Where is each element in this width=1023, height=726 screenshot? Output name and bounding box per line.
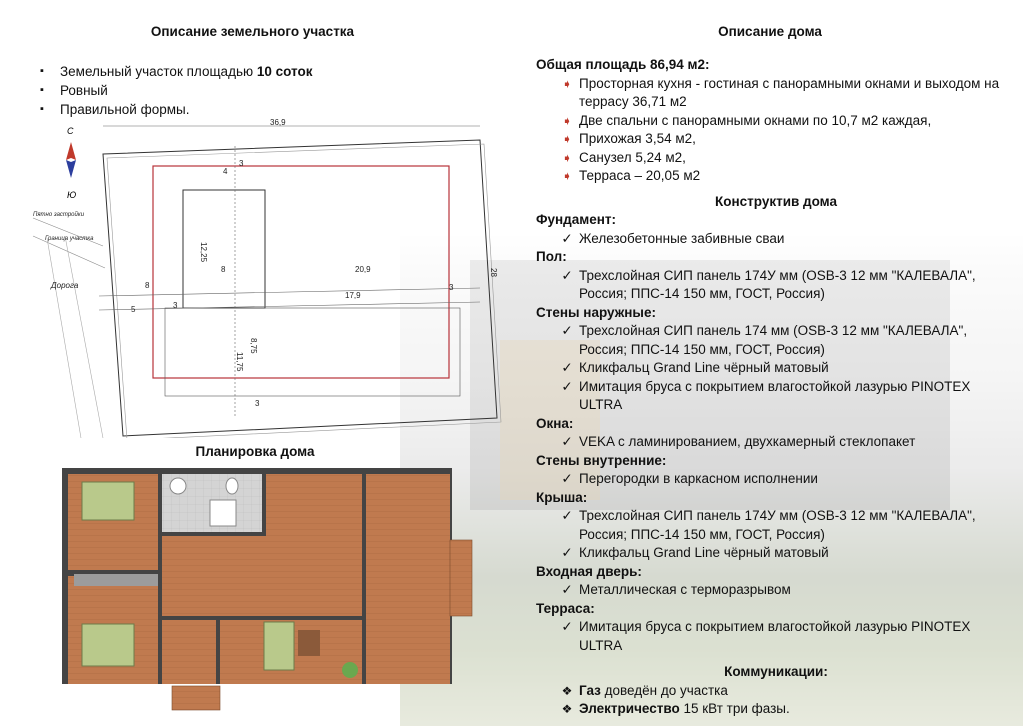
- dining-table: [298, 630, 320, 656]
- check-icon: ✓: [561, 360, 573, 375]
- house-description: [536, 56, 1016, 719]
- dim-3-top: 3: [239, 159, 244, 168]
- room-item: ➧ Прихожая 3,54 м2,: [536, 130, 1016, 149]
- room-item: ➧ Просторная кухня - гостиная с панорамными окнами и выходом на террасу 36,71 м2: [561, 75, 1000, 109]
- dim-8-b: 8: [221, 265, 226, 274]
- plot-title: Описание земельного участка: [150, 24, 355, 39]
- diamond-bullet-icon: ❖: [561, 702, 573, 716]
- floorplan-title: Планировка дома: [195, 444, 315, 459]
- dim-3-mid: 3: [173, 301, 178, 310]
- house-footprint-wing: [183, 190, 265, 308]
- room-item: ➧ Санузел 5,24 м2,: [536, 149, 1016, 168]
- total-area: Общая площадь 86,94 м2:: [536, 57, 710, 72]
- section-label: Фундамент:: [536, 212, 617, 227]
- dim-4: 4: [223, 167, 228, 176]
- comm-title: Коммуникации:: [724, 664, 828, 679]
- check-icon: ✓: [561, 545, 573, 560]
- bed-2: [82, 624, 134, 666]
- section-label: Стены наружные:: [536, 304, 656, 320]
- dim-line-17-9: [99, 302, 480, 310]
- terrace: [366, 474, 450, 684]
- check-icon: ✓: [561, 619, 573, 634]
- check-icon: ✓: [561, 508, 573, 523]
- section-item: ✓ Трехслойная СИП панель 174У мм (OSB-3 12 мм "КАЛЕВАЛА", Россия; ППС-14 150 мм, ГОСТ, Россия): [561, 267, 976, 301]
- living-room: [162, 536, 362, 616]
- plot-bullet-list: [40, 62, 312, 119]
- dim-12-25: 12,25: [199, 242, 208, 263]
- plot-boundary: [103, 140, 497, 436]
- section-item: ✓ Трехслойная СИП панель 174У мм (OSB-3 12 мм "КАЛЕВАЛА", Россия; ППС-14 150 мм, ГОСТ, Россия): [561, 508, 976, 542]
- toilet-icon: [226, 478, 238, 494]
- check-icon: ✓: [561, 378, 573, 394]
- section-item: ✓ Железобетонные забивные сваи: [536, 230, 1016, 249]
- section-item: ✓ VEKA с ламинированием, двухкамерный стеклопакет: [536, 433, 1016, 452]
- plot-boundary-offset: [107, 144, 501, 438]
- site-plan-drawing: [25, 118, 505, 438]
- comm-item: ❖ Электричество 15 кВт три фазы.: [536, 700, 1016, 719]
- dim-3-bottom: 3: [255, 399, 260, 408]
- section-label: Пол:: [536, 249, 567, 264]
- room-item: ➧ Терраса – 20,05 м2: [536, 167, 1016, 186]
- section-label: Терраса:: [536, 600, 595, 616]
- plant-icon: [342, 662, 358, 678]
- compass-icon: [66, 142, 76, 178]
- dim-11-75: 11,75: [235, 352, 244, 372]
- floorplan-drawing: [60, 464, 480, 714]
- road-edge-b: [65, 236, 103, 438]
- section-item: ✓ Металлическая с терморазрывом: [536, 581, 1016, 600]
- plot-bullet-shape: ▪ Правильной формы.: [40, 100, 312, 119]
- boundary-label: Граница участка: [45, 236, 94, 242]
- comm-item: ❖ Газ доведён до участка: [536, 682, 1016, 701]
- check-icon: ✓: [561, 471, 573, 486]
- section-label: Окна:: [536, 415, 574, 431]
- terrace-steps: [450, 540, 472, 616]
- section-label: Входная дверь:: [536, 563, 642, 579]
- plot-bullet-area: ▪ Земельный участок площадью 10 соток: [40, 62, 312, 81]
- section-item: ✓ Перегородки в каркасном исполнении: [536, 470, 1016, 489]
- dim-20-9: 20,9: [355, 265, 371, 274]
- shower-icon: [210, 500, 236, 526]
- arrow-bullet-icon: ➧: [561, 132, 573, 146]
- section-item: ✓ Кликфальц Grand Line чёрный матовый: [536, 544, 1016, 563]
- section-item: ✓ Кликфальц Grand Line чёрный матовый: [536, 359, 1016, 378]
- dim-line-20-9: [99, 288, 480, 296]
- sofa: [264, 622, 294, 670]
- road-edge-a: [47, 238, 81, 438]
- bed-1: [82, 482, 134, 520]
- arrow-bullet-icon: ➧: [561, 169, 573, 183]
- diamond-bullet-icon: ❖: [561, 683, 573, 698]
- hallway: [162, 620, 216, 684]
- dim-17-9: 17,9: [345, 291, 361, 300]
- sink-icon: [170, 478, 186, 494]
- dim-top-width: 36,9: [270, 118, 286, 127]
- dim-5: 5: [131, 305, 136, 314]
- compass-north-label: С: [67, 126, 74, 136]
- construct-title: Конструктив дома: [714, 193, 837, 209]
- section-item: ✓ Имитация бруса с покрытием влагостойкой лазурью PINOTEX ULTRA: [561, 619, 971, 653]
- section-item: ✓ Трехслойная СИП панель 174 мм (OSB-3 12 мм "КАЛЕВАЛА", Россия; ППС-14 150 мм, ГОСТ, Россия): [561, 323, 968, 357]
- house-title: Описание дома: [718, 24, 822, 39]
- dim-3-right: 3: [449, 283, 454, 292]
- section-label: Крыша:: [536, 489, 588, 505]
- dim-right-length: 28: [489, 268, 498, 277]
- build-line-label: Пятно застройки: [33, 212, 85, 218]
- house-footprint-main: [165, 308, 460, 396]
- check-icon: ✓: [561, 267, 573, 283]
- dim-8-a: 8: [145, 281, 150, 290]
- entrance-steps: [172, 686, 220, 710]
- section-label: Стены внутренние:: [536, 452, 667, 468]
- check-icon: ✓: [561, 434, 573, 449]
- section-item: ✓ Имитация бруса с покрытием влагостойкой лазурью PINOTEX ULTRA: [561, 378, 971, 412]
- plot-bullet-flat: ▪ Ровный: [40, 81, 312, 100]
- room-item: ➧ Две спальни с панорамными окнами по 10,7 м2 каждая,: [536, 112, 1016, 131]
- dim-8-75: 8,75: [249, 338, 258, 354]
- road-label: Дорога: [51, 281, 79, 290]
- wardrobe: [74, 574, 158, 586]
- kitchen-area: [266, 474, 362, 536]
- arrow-bullet-icon: ➧: [561, 113, 573, 128]
- arrow-bullet-icon: ➧: [561, 150, 573, 165]
- check-icon: ✓: [561, 582, 573, 597]
- check-icon: ✓: [561, 323, 573, 338]
- check-icon: ✓: [561, 230, 573, 246]
- compass-south-label: Ю: [67, 190, 77, 200]
- arrow-bullet-icon: ➧: [561, 76, 573, 91]
